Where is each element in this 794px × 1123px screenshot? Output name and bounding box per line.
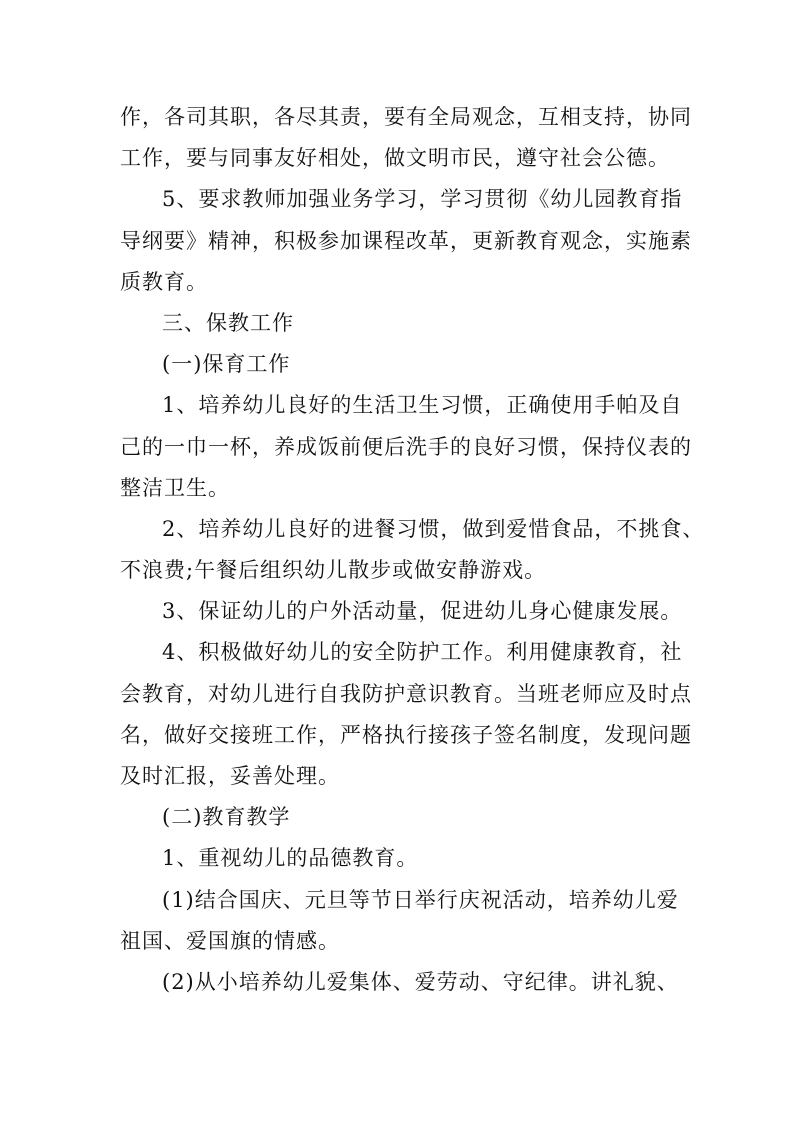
document-body [120, 97, 705, 1003]
paragraph-line: 5、要求教师加强业务学习，学习贯彻《幼儿园教育指 [162, 187, 683, 212]
paragraph-line: 3、保证幼儿的户外活动量，促进幼儿身心健康发展。 [162, 599, 683, 624]
paragraph-line: 4、积极做好幼儿的安全防护工作。利用健康教育，社 [162, 640, 683, 665]
paragraph-line: 工作，要与同事友好相处，做文明市民，遵守社会公德。 [120, 146, 670, 171]
subsection-heading: (一)保育工作 [162, 352, 291, 377]
paragraph-line: 1、重视幼儿的品德教育。 [162, 846, 419, 871]
paragraph-line: 己的一巾一杯，养成饭前便后洗手的良好习惯，保持仪表的 [120, 434, 692, 459]
paragraph-line: 整洁卫生。 [120, 475, 230, 500]
paragraph-line: 不浪费;午餐后组织幼儿散步或做安静游戏。 [120, 558, 547, 583]
paragraph-line: 及时汇报，妥善处理。 [120, 764, 340, 788]
paragraph-line: 会教育，对幼儿进行自我防护意识教育。当班老师应及时点 [120, 681, 692, 706]
paragraph-line: (1)结合国庆、元旦等节日举行庆祝活动，培养幼儿爱 [162, 887, 679, 912]
paragraph-line: 祖国、爱国旗的情感。 [120, 928, 340, 953]
subsection-heading: (二)教育教学 [162, 805, 291, 830]
paragraph-line: 1、培养幼儿良好的生活卫生习惯，正确使用手帕及自 [162, 393, 683, 418]
section-heading: 三、保教工作 [162, 310, 294, 335]
paragraph-line: 质教育。 [120, 269, 208, 294]
paragraph-line: 导纲要》精神，积极参加课程改革，更新教育观念，实施素 [120, 228, 692, 253]
paragraph-line: 名，做好交接班工作，严格执行接孩子签名制度，发现问题 [120, 722, 692, 747]
paragraph-line: (2)从小培养幼儿爱集体、爱劳动、守纪律。讲礼貌、 [162, 969, 679, 994]
paragraph-line: 作，各司其职，各尽其责，要有全局观念，互相支持，协同 [120, 105, 692, 129]
paragraph-line: 2、培养幼儿良好的进餐习惯，做到爱惜食品，不挑食、 [162, 516, 705, 541]
